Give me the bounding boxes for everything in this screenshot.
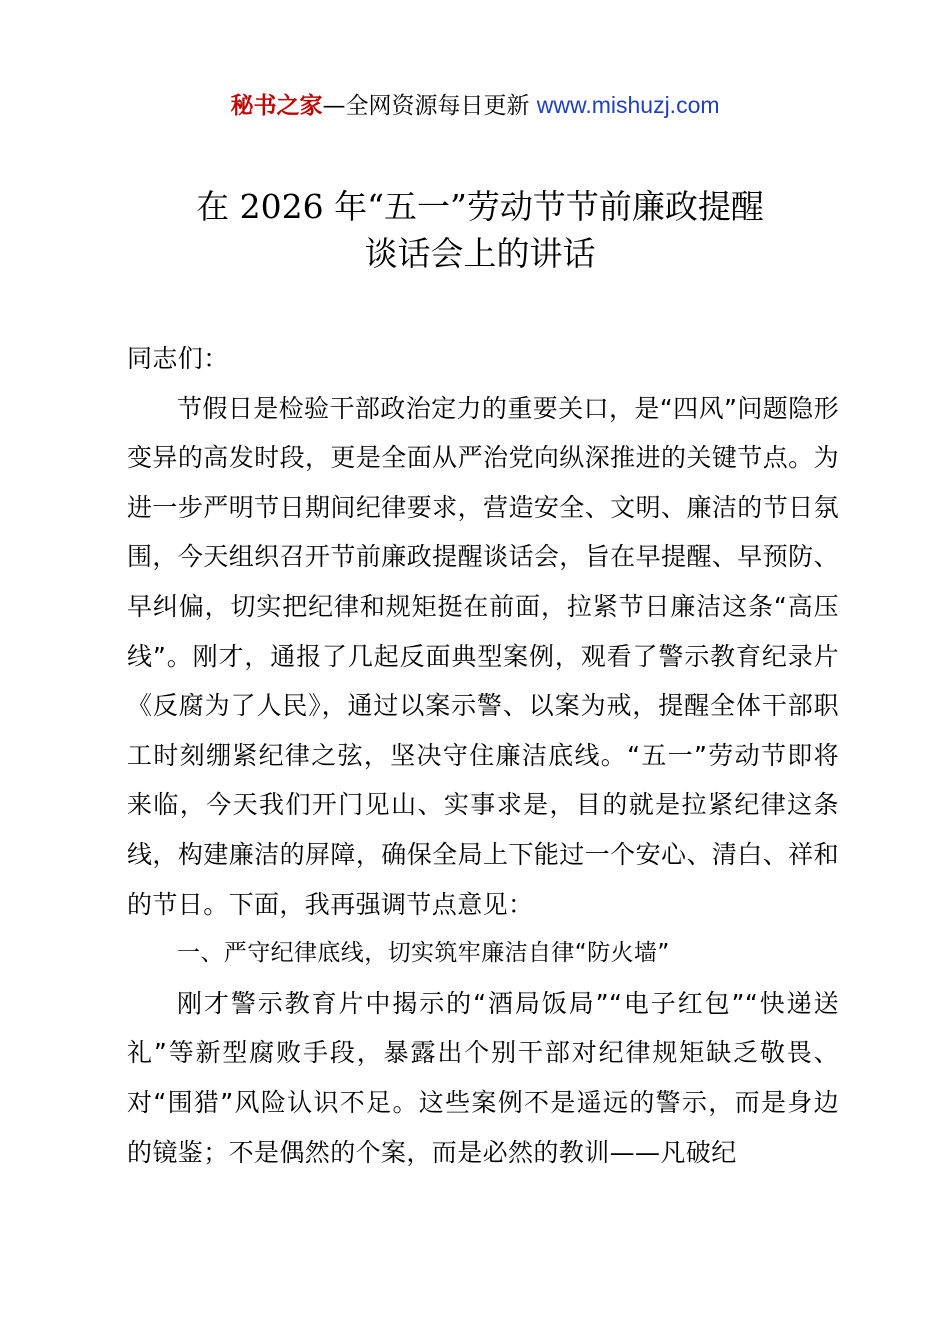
section-1-paragraph: 刚才警示教育片中揭示的“酒局饭局”“电子红包”“快递送礼”等新型腐败手段，暴露出个别干部对纪律规矩缺乏敬畏、对“围猎”风险认识不足。这些案例不是遥远的警示，而是身边的镜鉴；不是偶然的个案，而是必然的教训——凡破纪 <box>127 988 839 1167</box>
document-title <box>0 183 950 277</box>
title-line-2: 谈话会上的讲话 <box>364 234 596 273</box>
site-header <box>0 88 950 123</box>
site-brand: 秘书之家 <box>230 93 323 119</box>
intro-paragraph: 节假日是检验干部政治定力的重要关口，是“四风”问题隐形变异的高发时段，更是全面从严治党向纵深推进的关键节点。为进一步严明节日期间纪律要求，营造安全、文明、廉洁的节日氛围，今天组织召开节前廉政提醒谈话会，旨在早提醒、早预防、早纠偏，切实把纪律和规矩挺在前面，拉紧节日廉洁这条“高压线”。刚才，通报了几起反面典型案例，观看了警示教育纪录片《反腐为了人民》，通过以案示警、以案为戒，提醒全体干部职工时刻绷紧纪律之弦，坚决守住廉洁底线。“五一”劳动节即将来临，今天我们开门见山、实事求是，目的就是拉紧纪律这条线，构建廉洁的屏障，确保全局上下能过一个安心、清白、祥和的节日。下面，我再强调节点意见： <box>127 393 839 919</box>
title-line-1: 在 2026 年“五一”劳动节节前廉政提醒 <box>196 187 764 226</box>
section-1-heading: 一、严守纪律底线，切实筑牢廉洁自律“防火墙” <box>177 940 670 967</box>
site-url-link[interactable]: www.mishuzj.com <box>536 92 720 118</box>
salutation: 同志们： <box>127 344 229 373</box>
site-tagline: —全网资源每日更新 <box>322 93 537 119</box>
document-body <box>127 334 839 1177</box>
